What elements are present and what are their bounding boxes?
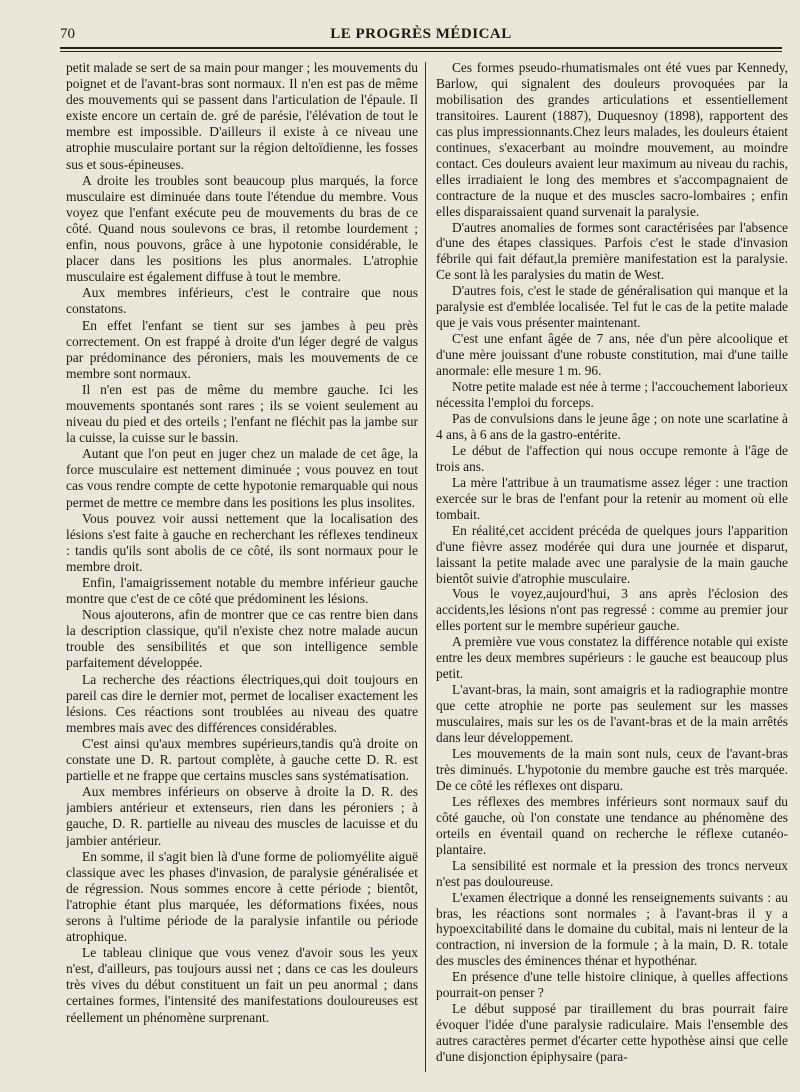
paragraph: Le début supposé par tiraillement du bras pourrait faire évoquer l'idée d'une paralysie radiculaire. Mais l'ensemble des autres caractères permet d'écarter cette hypothèse ainsi que celle d'une disjonction épiphysaire (para- — [436, 1001, 788, 1065]
paragraph: C'est ainsi qu'aux membres supérieurs,tandis qu'à droite on constate une D. R. partout complète, à gauche cette D. R. est partielle et ne frappe que certains muscles sans systématisation. — [66, 735, 418, 784]
paragraph: En réalité,cet accident précéda de quelques jours l'apparition d'une fièvre assez modérée qui dura une journée et disparut, laissant la petite malade avec une paralysie de la main gauche bientôt suivie d'atrophie musculaire. — [436, 522, 788, 586]
paragraph: Aux membres inférieurs, c'est le contraire que nous constatons. — [66, 285, 418, 317]
paragraph: En présence d'une telle histoire clinique, à quelles affections pourrait-on penser ? — [436, 969, 788, 1001]
running-title: LE PROGRÈS MÉDICAL — [330, 26, 512, 42]
paragraph: Pas de convulsions dans le jeune âge ; on note une scarlatine à 4 ans, à 6 ans de la gastro-entérite. — [436, 410, 788, 442]
paragraph: Vous le voyez,aujourd'hui, 3 ans après l'éclosion des accidents,les lésions n'ont pas regressé : comme au premier jour elles portent sur le membre supérieur gauche. — [436, 586, 788, 634]
paragraph: petit malade se sert de sa main pour manger ; les mouvements du poignet et de l'avant-bras sont normaux. Il n'en est pas de même des mouvements qui se passent dans l'articulation de l'épaule. Il existe encore un certain de. gré de parésie, l'élévation de tout le membre est impossible. D'ailleurs il existe à ce niveau une atrophie musculaire portant sur la région deltoïdienne, les fosses sus et sous-épineuses. — [66, 60, 418, 172]
column-divider — [425, 62, 426, 1072]
paragraph: Les mouvements de la main sont nuls, ceux de l'avant-bras très diminués. L'hypotonie du membre gauche est très marquée. De ce côté les réflexes ont disparu. — [436, 745, 788, 793]
paragraph: Il n'en est pas de même du membre gauche. Ici les mouvements spontanés sont rares ; ils se voient seulement au niveau du pied et des orteils ; l'enfant ne fléchit pas la jambe sur la cuisse, la cuisse sur le bassin. — [66, 381, 418, 446]
page-number: 70 — [60, 26, 75, 42]
right-column — [436, 60, 788, 1084]
paragraph: La mère l'attribue à un traumatisme assez léger : une traction exercée sur le bras de l'enfant pour la retenir au moment où elle tombait. — [436, 474, 788, 522]
paragraph: L'examen électrique a donné les renseignements suivants : au bras, les réactions sont normales ; à l'avant-bras il y a hypoexcitabilité dans le domaine du cubital, mais ni lenteur de la contraction, ni inversion de la formule ; à la main, D. R. totale des muscles des éminences thénar et hypothénar. — [436, 889, 788, 969]
paragraph: La sensibilité est normale et la pression des troncs nerveux n'est pas douloureuse. — [436, 857, 788, 889]
paragraph: D'autres anomalies de formes sont caractérisées par l'absence d'une des étapes classiques. Parfois c'est le stade d'invasion fébrile qui fait défaut,la première manifestation est la paralysie. Ce sont là les paralysies du matin de West. — [436, 219, 788, 283]
paragraph: Vous pouvez voir aussi nettement que la localisation des lésions s'est faite à gauche en recherchant les réflexes tendineux : tandis qu'ils sont abolis de ce côté, ils sont normaux pour le membre droit. — [66, 510, 418, 574]
paragraph: Aux membres inférieurs on observe à droite la D. R. des jambiers antérieur et extenseurs, rien dans les péroniers ; à gauche, D. R. partielle au niveau des muscles de lacuisse et du jambier antérieur. — [66, 784, 418, 848]
left-column — [66, 60, 418, 1084]
paragraph: L'avant-bras, la main, sont amaigris et la radiographie montre que cette atrophie ne porte pas seulement sur les masses musculaires, mais sur les os de l'avant-bras et de la main arrêtés dans leur développement. — [436, 682, 788, 746]
paragraph: Ces formes pseudo-rhumatismales ont été vues par Kennedy, Barlow, qui signalent des douleurs provoquées par la mobilisation des grandes articulations et essentiellement transitoires. Laurent (1887), Duquesnoy (1898), rapportent des cas plus impressionnants.Chez leurs malades, les douleurs étaient continues, s'exacerbant au moindre mouvement, au moindre contact. Ces douleurs avaient leur maximum au niveau du rachis, elles irradiaient le long des membres et s'accompagnaient de contracture de la nuque et des muscles sacro-lombaires ; enfin elles disparaissaient quand survenait la paralysie. — [436, 60, 788, 219]
paragraph: Le tableau clinique que vous venez d'avoir sous les yeux n'est, d'ailleurs, pas toujours aussi net ; dans ce cas les douleurs très vives du début constituent un fait un peu anormal ; dans certaines formes, l'intensité des manifestations douloureuses est réellement un phénomène surprenant. — [66, 945, 418, 1025]
paragraph: Enfin, l'amaigrissement notable du membre inférieur gauche montre que c'est de ce côté que prédominent les lésions. — [66, 575, 418, 607]
paragraph: C'est une enfant âgée de 7 ans, née d'un père alcoolique et d'une mère jouissant d'une robuste constitution, mai d'une taille anormale: elle mesure 1 m. 96. — [436, 331, 788, 379]
paragraph: En effet l'enfant se tient sur ses jambes à peu près correctement. On est frappé à droite d'un léger degré de valgus par prédominance des péroniers, mais les mouvements de ce membre sont normaux. — [66, 317, 418, 381]
paragraph: A première vue vous constatez la différence notable qui existe entre les deux membres supérieurs : le gauche est beaucoup plus petit. — [436, 634, 788, 682]
page-header — [60, 24, 782, 44]
paragraph: Autant que l'on peut en juger chez un malade de cet âge, la force musculaire est nettement diminuée ; vous pouvez en tout cas vous rendre compte de cette hypotonie remarquable qui nous permet de mettre ce membre dans les positions les plus insolites. — [66, 446, 418, 510]
paragraph: Notre petite malade est née à terme ; l'accouchement laborieux nécessita l'emploi du forceps. — [436, 379, 788, 411]
paragraph: Le début de l'affection qui nous occupe remonte à l'âge de trois ans. — [436, 442, 788, 474]
header-rule-thick — [60, 47, 782, 49]
paragraph: Les réflexes des membres inférieurs sont normaux sauf du côté gauche, où l'on constate une tendance au phénomène des orteils en éventail quand on recherche le réflexe cutanéo-plantaire. — [436, 793, 788, 857]
paragraph: La recherche des réactions électriques,qui doit toujours en pareil cas dire le dernier mot, permet de localiser exactement les lésions. Ces réactions sont troublées au niveau des quatre membres mais avec des différences considérables. — [66, 671, 418, 735]
paragraph: Nous ajouterons, afin de montrer que ce cas rentre bien dans la description classique, qu'il n'existe chez notre malade aucun trouble des sensibilités et que son intelligence semble parfaitement développée. — [66, 607, 418, 671]
paragraph: D'autres fois, c'est le stade de généralisation qui manque et la paralysie est d'emblée localisée. Tel fut le cas de la petite malade que je vais vous présenter maintenant. — [436, 283, 788, 331]
paragraph: En somme, il s'agit bien là d'une forme de poliomyélite aiguë classique avec les phases d'invasion, de paralysie généralisée et de régression. Nous sommes encore à cette période ; bientôt, l'atrophie étant plus marquée, les déformations fixées, nous serons à l'ultime période de la paralysie infantile ou période atrophique. — [66, 848, 418, 945]
header-rule-thin — [60, 51, 782, 52]
paragraph: A droite les troubles sont beaucoup plus marqués, la force musculaire est diminuée dans toute l'étendue du membre. Vous voyez que l'enfant exécute peu de mouvements du bras de ce côté. Quand nous soulevons ce bras, il retombe lourdement ; enfin, nous pouvons, grâce à une hypotonie considérable, le placer dans les positions les plus anormales. L'atrophie musculaire est également diffuse à tout le membre. — [66, 172, 418, 285]
